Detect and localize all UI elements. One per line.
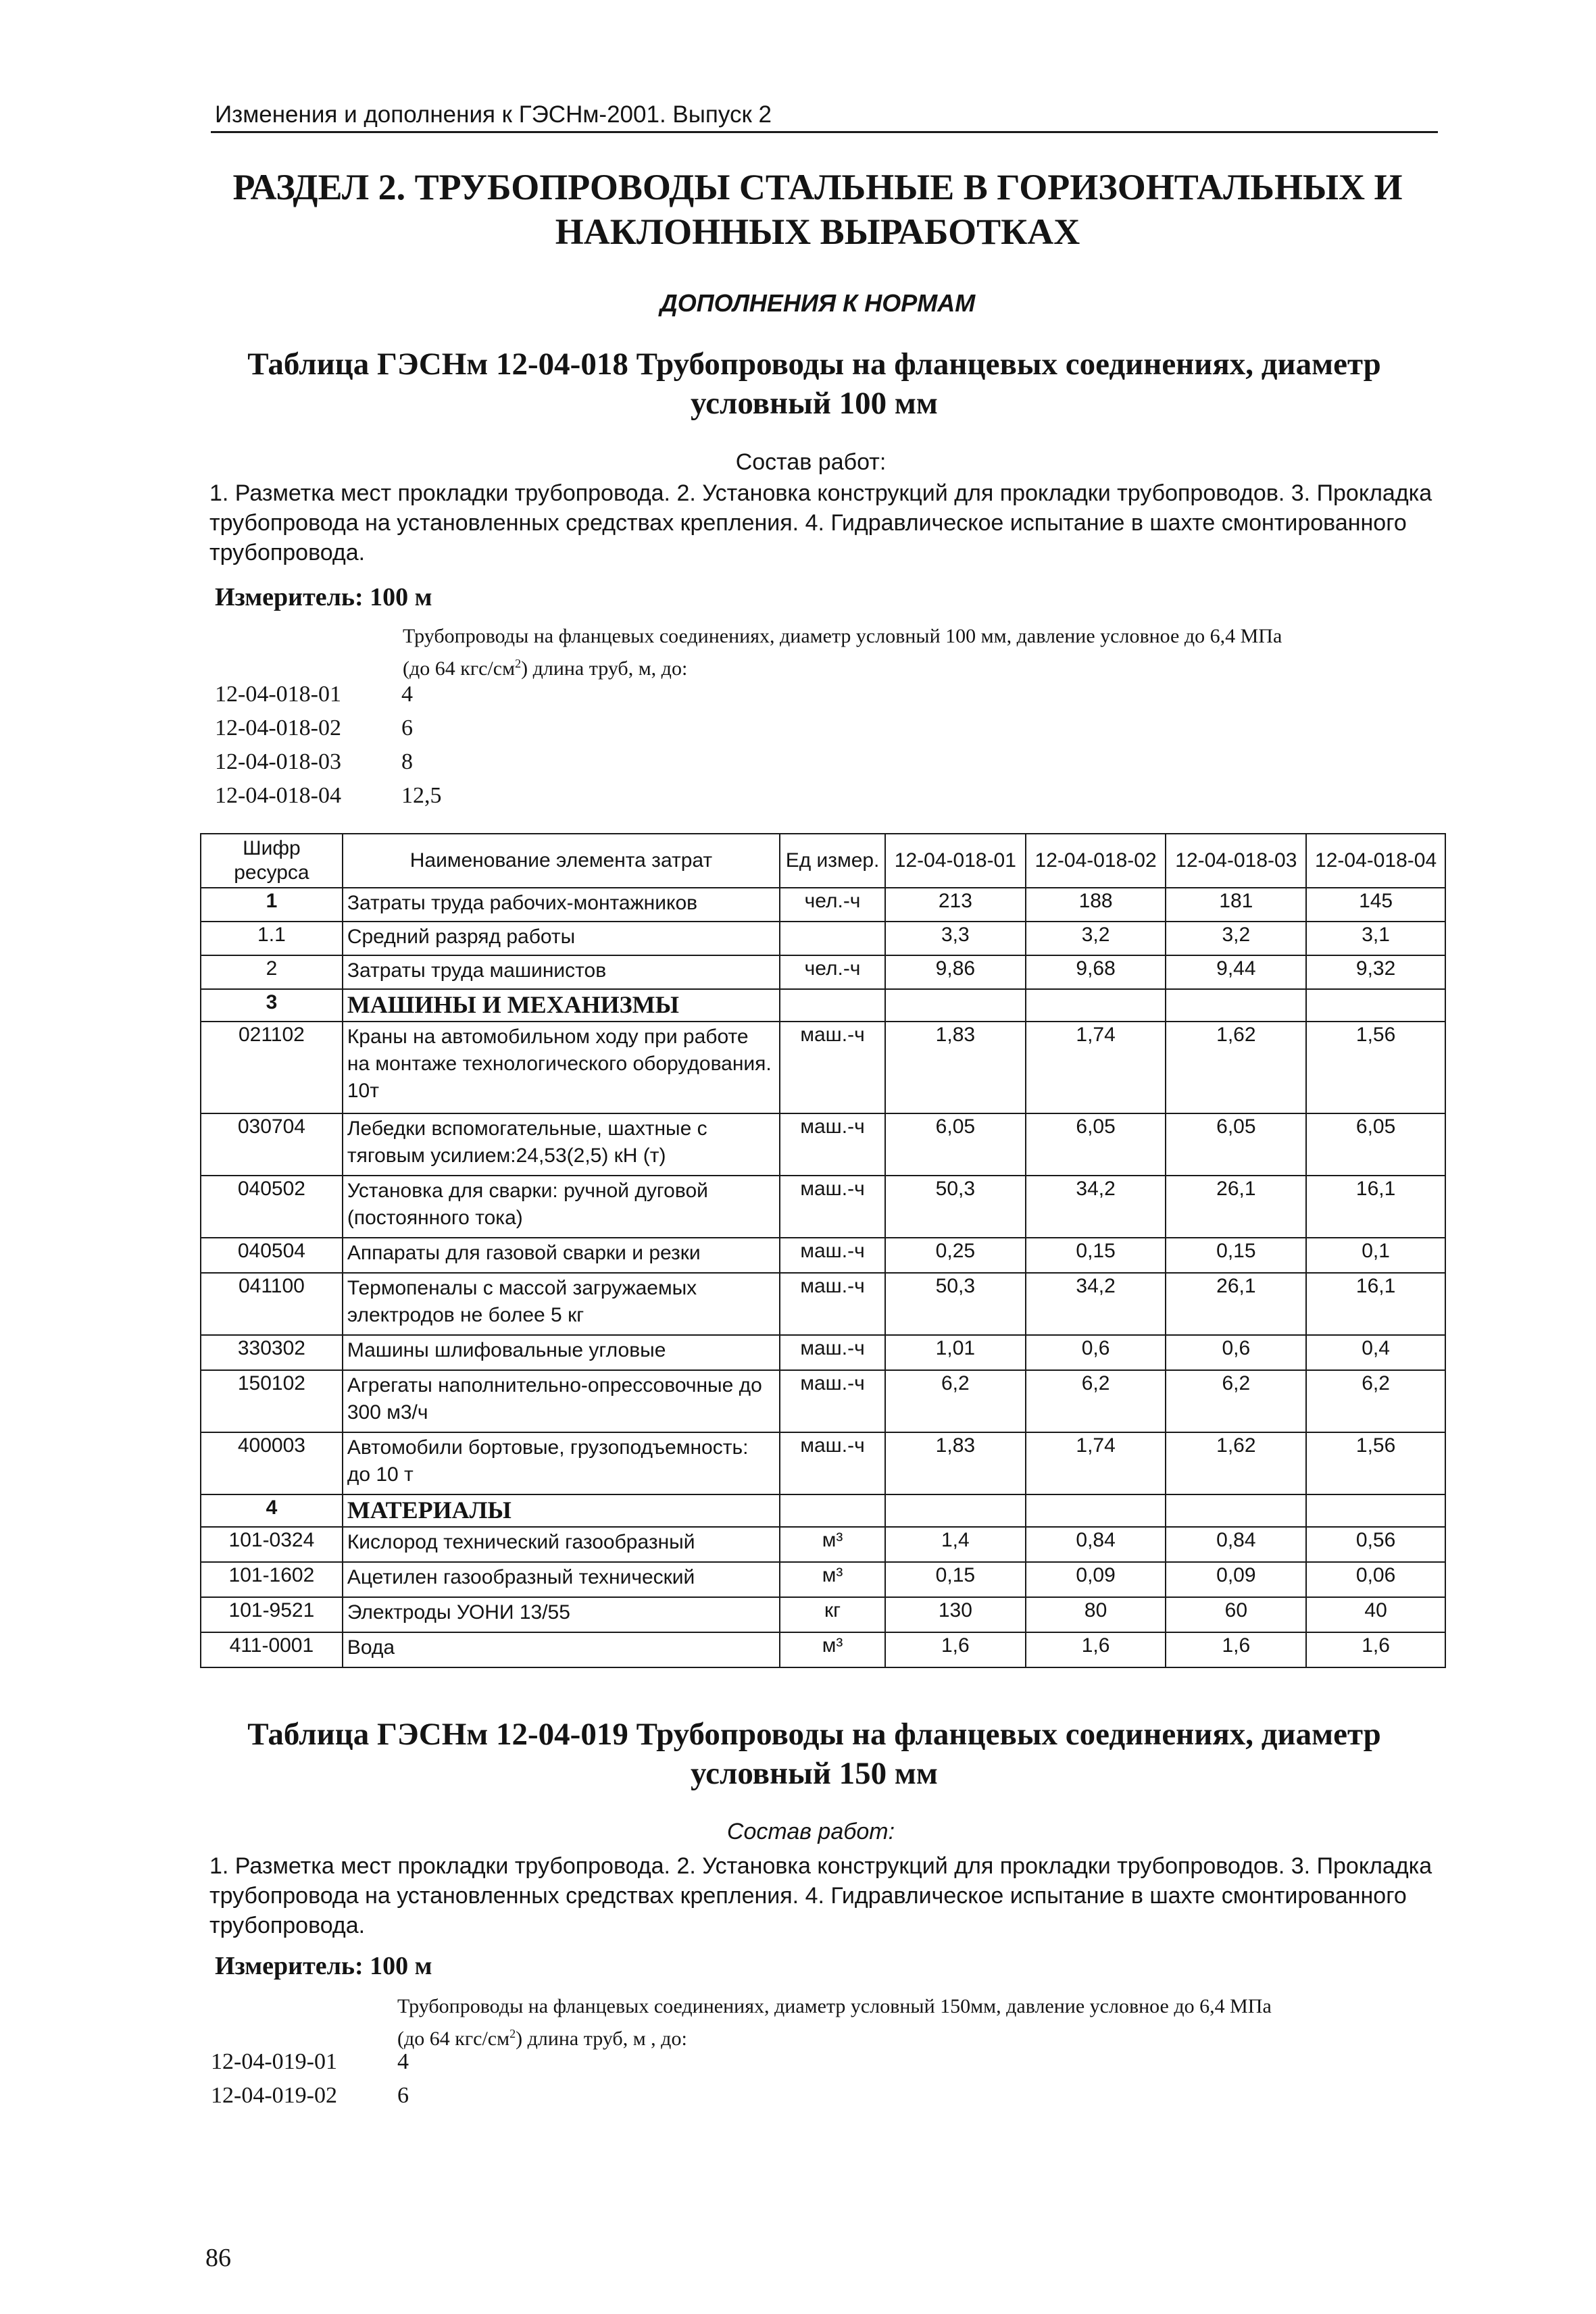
cell-code: 101-0324 (201, 1527, 343, 1562)
cell-code: 330302 (201, 1335, 343, 1370)
cell-value: 40 (1306, 1597, 1445, 1632)
cell-name: Автомобили бортовые, грузоподъемность: до 10 т (343, 1432, 780, 1494)
table-1-code-list (215, 678, 442, 813)
cell-value: 1,62 (1166, 1022, 1306, 1113)
table-1-measure: Измеритель: 100 м (215, 583, 432, 611)
cell-value: 6,2 (885, 1370, 1026, 1432)
cell-value: 1,56 (1306, 1432, 1445, 1494)
cell-code: 4 (201, 1494, 343, 1527)
cell-value: 34,2 (1026, 1176, 1166, 1238)
code-row: 12-04-018-04 12,5 (215, 783, 442, 808)
table-row (201, 955, 1445, 989)
cell-value: 6,05 (1026, 1113, 1166, 1176)
cell-value: 0,1 (1306, 1238, 1445, 1273)
table-2-composition-text: 1. Разметка мест прокладки трубопровода. 2. Установка конструкций для прокладки трубопроводов. 3. Прокладка трубопровода на установленных средствах крепления. 4. Гидравлическое испытание в шахте смонтированного трубопровода. (209, 1853, 1432, 1938)
table-2-composition-label: Состав работ: (726, 1819, 895, 1844)
code-row: 12-04-018-02 6 (215, 715, 413, 740)
cell-name: МАШИНЫ И МЕХАНИЗМЫ (343, 989, 780, 1022)
cell-unit (780, 1494, 885, 1527)
cell-name: Электроды УОНИ 13/55 (343, 1597, 780, 1632)
cell-name: Агрегаты наполнительно-опрессовочные до 300 м3/ч (343, 1370, 780, 1432)
table-2-code-list (211, 2045, 409, 2113)
table-row (201, 1632, 1445, 1667)
cell-unit: маш.-ч (780, 1176, 885, 1238)
table-2-title-line-1: Таблица ГЭСНм 12-04-019 Трубопроводы на фланцевых соединениях, диаметр (247, 1717, 1381, 1752)
cell-unit: маш.-ч (780, 1022, 885, 1113)
cell-value: 1,83 (885, 1432, 1026, 1494)
code-row: 12-04-019-01 4 (211, 2049, 409, 2074)
cell-value: 26,1 (1166, 1176, 1306, 1238)
cell-unit (780, 922, 885, 955)
table-header-row (201, 834, 1445, 888)
cell-value: 3,2 (1026, 922, 1166, 955)
cell-unit: м³ (780, 1632, 885, 1667)
cell-value (885, 1494, 1026, 1527)
cell-value (885, 989, 1026, 1022)
cell-value: 6,2 (1166, 1370, 1306, 1432)
cell-unit: маш.-ч (780, 1273, 885, 1335)
cell-value: 0,09 (1166, 1562, 1306, 1597)
table-1-description-line-1: Трубопроводы на фланцевых соединениях, диаметр условный 100 мм, давление условное до 6,4 МПа (403, 625, 1282, 647)
table-row (201, 922, 1445, 955)
table-row (201, 1597, 1445, 1632)
cell-name: Затраты труда рабочих-монтажников (343, 888, 780, 922)
cell-value: 188 (1026, 888, 1166, 922)
cell-name: Средний разряд работы (343, 922, 780, 955)
cell-unit: м³ (780, 1527, 885, 1562)
cell-code: 101-1602 (201, 1562, 343, 1597)
table-1-composition-text: 1. Разметка мест прокладки трубопровода. 2. Установка конструкций для прокладки трубопроводов. 3. Прокладка трубопровода на установленных средствах крепления. 4. Гидравлическое испытание в шахте смонтированного трубопровода. (209, 480, 1432, 565)
cell-code: 1.1 (201, 922, 343, 955)
page-number: 86 (205, 2244, 231, 2272)
cell-unit: маш.-ч (780, 1335, 885, 1370)
cell-code: 021102 (201, 1022, 343, 1113)
cell-value: 16,1 (1306, 1176, 1445, 1238)
cell-value: 9,44 (1166, 955, 1306, 989)
table-row (201, 1238, 1445, 1273)
code-row: 12-04-019-02 6 (211, 2083, 409, 2108)
cell-value: 0,56 (1306, 1527, 1445, 1562)
cell-value: 0,15 (885, 1562, 1026, 1597)
cell-value: 16,1 (1306, 1273, 1445, 1335)
table-2-measure: Измеритель: 100 м (215, 1952, 432, 1980)
table-1-title-line-1: Таблица ГЭСНм 12-04-018 Трубопроводы на фланцевых соединениях, диаметр (247, 347, 1381, 382)
cell-value: 1,74 (1026, 1022, 1166, 1113)
cell-value: 1,01 (885, 1335, 1026, 1370)
cell-value: 3,1 (1306, 922, 1445, 955)
cell-value: 1,6 (1166, 1632, 1306, 1667)
table-row (201, 888, 1445, 922)
cell-value: 0,15 (1026, 1238, 1166, 1273)
cell-unit: маш.-ч (780, 1238, 885, 1273)
cell-name: МАТЕРИАЛЫ (343, 1494, 780, 1527)
cell-value: 6,05 (1166, 1113, 1306, 1176)
table-2-description (397, 1993, 1438, 2053)
cell-code: 400003 (201, 1432, 343, 1494)
cell-value: 50,3 (885, 1176, 1026, 1238)
section-title-line-2: НАКЛОННЫХ ВЫРАБОТКАХ (555, 211, 1080, 252)
table-row (201, 1273, 1445, 1335)
cell-value: 1,62 (1166, 1432, 1306, 1494)
cell-value: 1,56 (1306, 1022, 1445, 1113)
cell-value: 6,05 (1306, 1113, 1445, 1176)
cell-value (1166, 1494, 1306, 1527)
table-1-composition-label: Состав работ: (735, 449, 887, 475)
cell-unit: чел.-ч (780, 955, 885, 989)
header-rule (211, 131, 1438, 133)
header-code: Шифр ресурса (201, 834, 343, 888)
cell-value: 3,3 (885, 922, 1026, 955)
cell-value: 60 (1166, 1597, 1306, 1632)
cell-name: Затраты труда машинистов (343, 955, 780, 989)
cell-value: 0,6 (1166, 1335, 1306, 1370)
cell-value: 0,6 (1026, 1335, 1166, 1370)
table-row (201, 1022, 1445, 1113)
table-row (201, 1527, 1445, 1562)
cell-name: Лебедки вспомогательные, шахтные с тяговым усилием:24,53(2,5) кН (т) (343, 1113, 780, 1176)
table-row (201, 989, 1445, 1022)
cell-value: 0,84 (1166, 1527, 1306, 1562)
supplements-heading: ДОПОЛНЕНИЯ К НОРМАМ (659, 289, 976, 317)
cell-code: 150102 (201, 1370, 343, 1432)
cell-value: 6,2 (1306, 1370, 1445, 1432)
cell-code: 041100 (201, 1273, 343, 1335)
cell-value: 6,2 (1026, 1370, 1166, 1432)
cell-value: 9,68 (1026, 955, 1166, 989)
cell-value: 0,09 (1026, 1562, 1166, 1597)
cell-unit (780, 989, 885, 1022)
header-col-3: 12-04-018-03 (1166, 834, 1306, 888)
cell-code: 101-9521 (201, 1597, 343, 1632)
cell-name: Термопеналы с массой загружаемых электродов не более 5 кг (343, 1273, 780, 1335)
table-2-description-line-2: (до 64 кгс/$см^2$) длина труб, м , до: (397, 2027, 687, 2050)
cell-name: Машины шлифовальные угловые (343, 1335, 780, 1370)
cell-value: 26,1 (1166, 1273, 1306, 1335)
table-row (201, 1432, 1445, 1494)
header-unit: Ед измер. (780, 834, 885, 888)
running-header: Изменения и дополнения к ГЭСНм-2001. Выпуск 2 (215, 101, 772, 128)
cell-name: Краны на автомобильном ходу при работе на монтаже технологического оборудования. 10т (343, 1022, 780, 1113)
code-row: 12-04-018-03 8 (215, 749, 413, 774)
cell-value: 50,3 (885, 1273, 1026, 1335)
cell-value: 1,6 (1306, 1632, 1445, 1667)
table-row (201, 1562, 1445, 1597)
cell-value: 1,83 (885, 1022, 1026, 1113)
cell-value: 34,2 (1026, 1273, 1166, 1335)
cell-name: Вода (343, 1632, 780, 1667)
cell-value: 181 (1166, 888, 1306, 922)
table-1-description (403, 623, 1443, 682)
cell-value: 0,15 (1166, 1238, 1306, 1273)
table-2-description-line-1: Трубопроводы на фланцевых соединениях, диаметр условный 150мм, давление условное до 6,4 МПа (397, 1995, 1272, 2017)
cell-value: 0,25 (885, 1238, 1026, 1273)
table-row (201, 1113, 1445, 1176)
cell-value (1026, 1494, 1166, 1527)
cell-unit: кг (780, 1597, 885, 1632)
resource-table (200, 833, 1446, 1668)
cell-code: 030704 (201, 1113, 343, 1176)
cell-value: 130 (885, 1597, 1026, 1632)
table-1-title-line-2: условный 100 мм (691, 386, 938, 421)
header-name: Наименование элемента затрат (343, 834, 780, 888)
cell-name: Установка для сварки: ручной дуговой (постоянного тока) (343, 1176, 780, 1238)
cell-unit: маш.-ч (780, 1113, 885, 1176)
cell-value: 9,32 (1306, 955, 1445, 989)
cell-unit: м³ (780, 1562, 885, 1597)
cell-value: 213 (885, 888, 1026, 922)
cell-value (1166, 989, 1306, 1022)
cell-value: 145 (1306, 888, 1445, 922)
cell-unit: чел.-ч (780, 888, 885, 922)
header-col-2: 12-04-018-02 (1026, 834, 1166, 888)
cell-value: 80 (1026, 1597, 1166, 1632)
cell-name: Ацетилен газообразный технический (343, 1562, 780, 1597)
table-row (201, 1176, 1445, 1238)
cell-value: 0,06 (1306, 1562, 1445, 1597)
cell-value: 0,84 (1026, 1527, 1166, 1562)
cell-code: 411-0001 (201, 1632, 343, 1667)
table-1-description-line-2: (до 64 кгс/$см^2$) длина труб, м, до: (403, 657, 688, 680)
cell-value: 1,4 (885, 1527, 1026, 1562)
cell-code: 2 (201, 955, 343, 989)
cell-name: Кислород технический газообразный (343, 1527, 780, 1562)
cell-value: 1,6 (885, 1632, 1026, 1667)
table-row (201, 1494, 1445, 1527)
cell-code: 1 (201, 888, 343, 922)
cell-value (1026, 989, 1166, 1022)
table-row (201, 1335, 1445, 1370)
header-col-1: 12-04-018-01 (885, 834, 1026, 888)
cell-unit: маш.-ч (780, 1432, 885, 1494)
cell-code: 3 (201, 989, 343, 1022)
cell-value: 1,6 (1026, 1632, 1166, 1667)
cell-unit: маш.-ч (780, 1370, 885, 1432)
table-row (201, 1370, 1445, 1432)
cell-value (1306, 989, 1445, 1022)
cell-value: 6,05 (885, 1113, 1026, 1176)
cell-name: Аппараты для газовой сварки и резки (343, 1238, 780, 1273)
cell-code: 040502 (201, 1176, 343, 1238)
header-col-4: 12-04-018-04 (1306, 834, 1445, 888)
cell-value: 3,2 (1166, 922, 1306, 955)
table-2-title-line-2: условный 150 мм (691, 1756, 938, 1791)
cell-value: 1,74 (1026, 1432, 1166, 1494)
section-title-line-1: РАЗДЕЛ 2. ТРУБОПРОВОДЫ СТАЛЬНЫЕ В ГОРИЗОНТАЛЬНЫХ И (232, 167, 1403, 207)
code-row: 12-04-018-01 4 (215, 682, 413, 707)
cell-value (1306, 1494, 1445, 1527)
cell-value: 0,4 (1306, 1335, 1445, 1370)
cell-value: 9,86 (885, 955, 1026, 989)
cell-code: 040504 (201, 1238, 343, 1273)
